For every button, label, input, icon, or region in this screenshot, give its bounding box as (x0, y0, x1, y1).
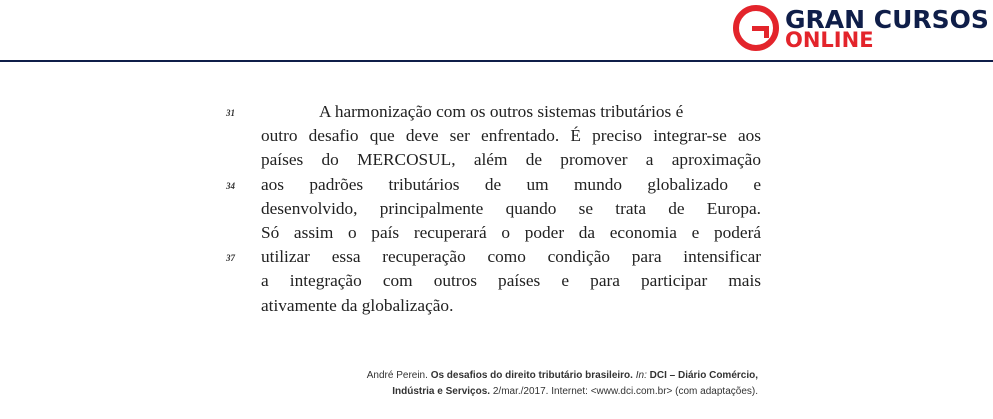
passage-line (226, 100, 761, 124)
header-divider (0, 60, 993, 62)
passage-line (226, 173, 761, 197)
citation-source-2: Indústria e Serviços. (392, 386, 491, 397)
passage-line-text: utilizar essa recuperação como condição para intensificar (261, 247, 761, 267)
site-header (0, 0, 993, 60)
line-number: 31 (226, 108, 235, 118)
line-number: 34 (226, 180, 235, 191)
passage-line (226, 245, 761, 269)
passage-line (226, 221, 761, 245)
citation-line-2 (0, 384, 758, 400)
passage-line-text: outro desafio que deve ser enfrentado. É preciso integrar-se aos (261, 126, 761, 146)
logo-text-line2: ONLINE (785, 28, 874, 52)
line-number: 37 (226, 253, 235, 264)
passage-line-text: países do MERCOSUL, além de promover a aproximação (261, 150, 761, 170)
logo-text-line1: GRAN CURSOS (785, 5, 989, 34)
citation-line-1 (0, 368, 758, 384)
passage-line (226, 124, 761, 148)
passage-line-text: a integração com outros países e para participar mais (261, 271, 761, 291)
passage-line (226, 269, 761, 293)
passage-line-text: Só assim o país recuperará o poder da economia e poderá (261, 222, 761, 242)
citation-source: DCI – Diário Comércio, (649, 370, 758, 381)
passage-line (226, 197, 761, 221)
citation-rest: 2/mar./2017. Internet: <www.dci.com.br> (com adaptações). (492, 386, 758, 397)
gran-logo-icon (733, 5, 779, 51)
source-citation (0, 368, 758, 400)
passage-line (226, 148, 761, 172)
gran-cursos-logo[interactable] (733, 2, 993, 56)
citation-author: André Perein. (366, 370, 428, 381)
citation-title: Os desafios do direito tributário brasileiro. (430, 370, 633, 381)
passage-line-text: desenvolvido, principalmente quando se trata de Europa. (261, 198, 761, 218)
citation-in: In: (635, 370, 647, 381)
passage-line (226, 294, 761, 318)
passage-line-text: aos padrões tributários de um mundo globalizado e (261, 174, 761, 194)
text-passage (226, 100, 761, 318)
passage-line-text: ativamente da globalização. (261, 295, 454, 315)
passage-line-text: A harmonização com os outros sistemas tributários é (319, 102, 684, 121)
